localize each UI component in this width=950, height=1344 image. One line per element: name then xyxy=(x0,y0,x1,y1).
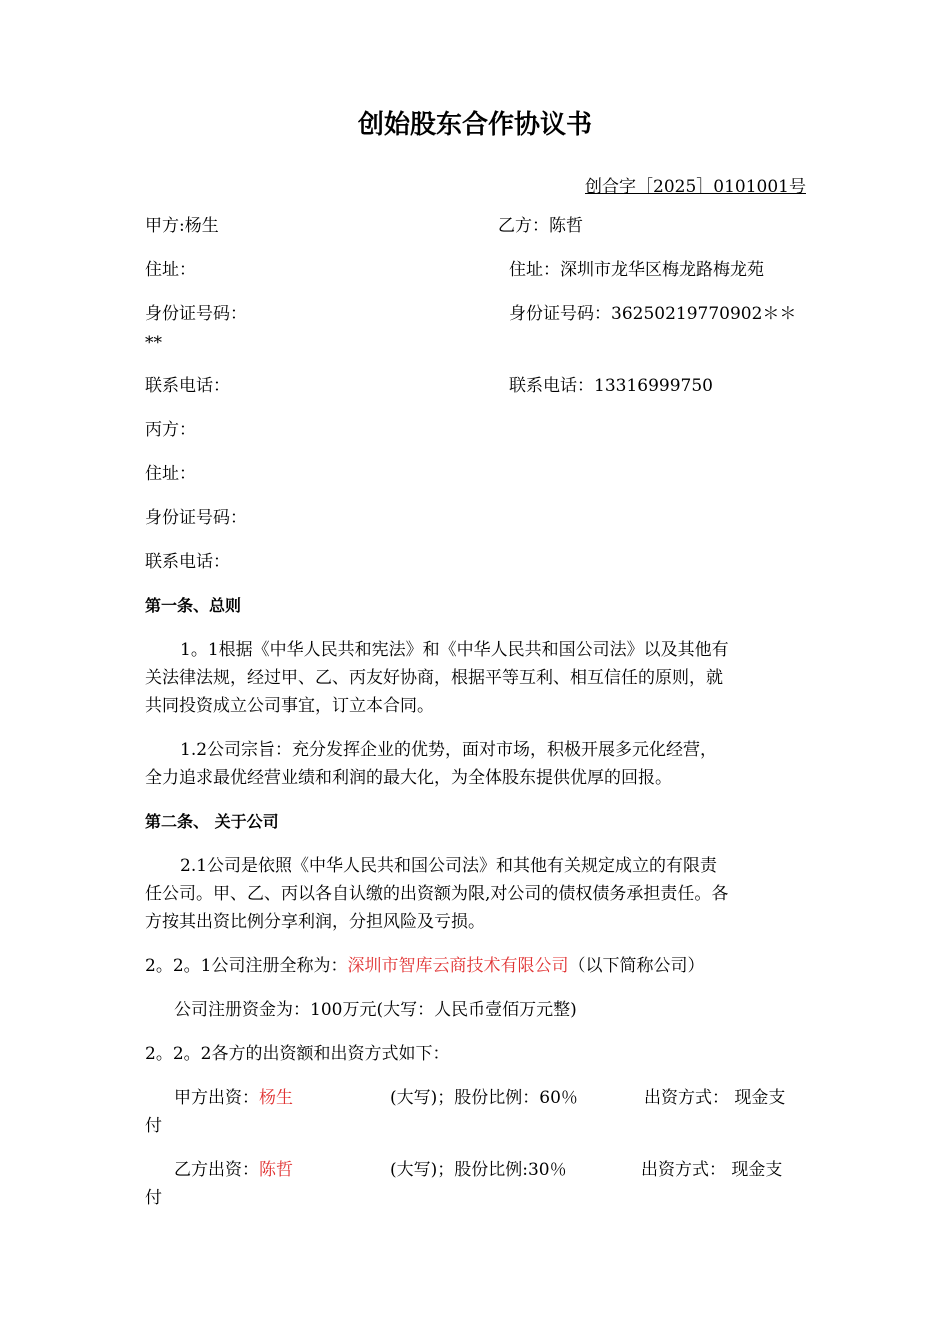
article-1-1-line-1: 1。1根据《中华人民共和宪法》和《中华人民共和国公司法》以及其他有 xyxy=(180,640,729,660)
party-b-label: 乙方：陈哲 xyxy=(498,216,583,236)
article-1-1-line-3: 共同投资成立公司事宜，订立本合同。 xyxy=(145,696,434,716)
registration-prefix: 2。2。1公司注册全称为： xyxy=(145,956,348,976)
party-b-address: 住址：深圳市龙华区梅龙路梅龙苑 xyxy=(509,260,764,280)
party-c-phone: 联系电话： xyxy=(145,552,230,572)
party-a-method: 出资方式： 现金支 xyxy=(644,1088,786,1108)
document-title: 创始股东合作协议书 xyxy=(357,110,592,140)
party-b-share: (大写)；股份比例:30％ xyxy=(390,1160,567,1180)
party-b-phone: 联系电话：13316999750 xyxy=(509,376,713,396)
registered-capital: 公司注册资金为：100万元(大写：人民币壹佰万元整) xyxy=(174,1000,577,1020)
article-1-1-line-2: 关法律法规，经过甲、乙、丙友好协商，根据平等互利、相互信任的原则，就 xyxy=(145,668,723,688)
party-a-phone: 联系电话： xyxy=(145,376,230,396)
party-b-method: 出资方式： 现金支 xyxy=(641,1160,783,1180)
party-a-share: (大写)；股份比例：60％ xyxy=(390,1088,578,1108)
party-b-contribution xyxy=(174,1160,293,1180)
party-b-contribution-prefix: 乙方出资： xyxy=(174,1160,259,1180)
party-a-contribution-name: 杨生 xyxy=(259,1088,293,1108)
party-c-label: 丙方： xyxy=(145,420,196,440)
company-name: 深圳市智库云商技术有限公司 xyxy=(347,956,569,976)
company-registration-line xyxy=(145,956,704,976)
party-a-label: 甲方:杨生 xyxy=(145,216,219,236)
party-a-contribution-prefix: 甲方出资： xyxy=(174,1088,259,1108)
article-2-heading: 第二条、 关于公司 xyxy=(145,812,279,831)
document-number: 创合字［2025］0101001号 xyxy=(585,177,806,197)
party-c-address: 住址： xyxy=(145,464,196,484)
party-c-id: 身份证号码： xyxy=(145,508,247,528)
article-2-1-line-3: 方按其出资比例分享利润，分担风险及亏损。 xyxy=(145,912,485,932)
article-1-2-line-2: 全力追求最优经营业绩和利润的最大化，为全体股东提供优厚的回报。 xyxy=(145,768,672,788)
article-2-1-line-2: 任公司。甲、乙、丙以各自认缴的出资额为限,对公司的债权债务承担责任。各 xyxy=(145,884,729,904)
article-2-1-line-1: 2.1公司是依照《中华人民共和国公司法》和其他有关规定成立的有限责 xyxy=(180,856,718,876)
article-1-heading: 第一条、总则 xyxy=(145,596,242,615)
party-a-address: 住址： xyxy=(145,260,196,280)
party-b-contribution-name: 陈哲 xyxy=(259,1160,293,1180)
party-a-contribution xyxy=(174,1088,293,1108)
registration-suffix: （以下简称公司） xyxy=(568,956,705,976)
article-1-2-line-1: 1.2公司宗旨：充分发挥企业的优势，面对市场，积极开展多元化经营， xyxy=(180,740,718,760)
party-a-method-continued: 付 xyxy=(145,1116,162,1136)
contribution-intro: 2。2。2各方的出资额和出资方式如下： xyxy=(145,1044,450,1064)
party-a-id: 身份证号码： xyxy=(145,304,247,324)
party-b-id-continued: ** xyxy=(145,333,162,353)
party-b-id: 身份证号码：36250219770902＊＊ xyxy=(509,304,797,324)
party-b-method-continued: 付 xyxy=(145,1188,162,1208)
